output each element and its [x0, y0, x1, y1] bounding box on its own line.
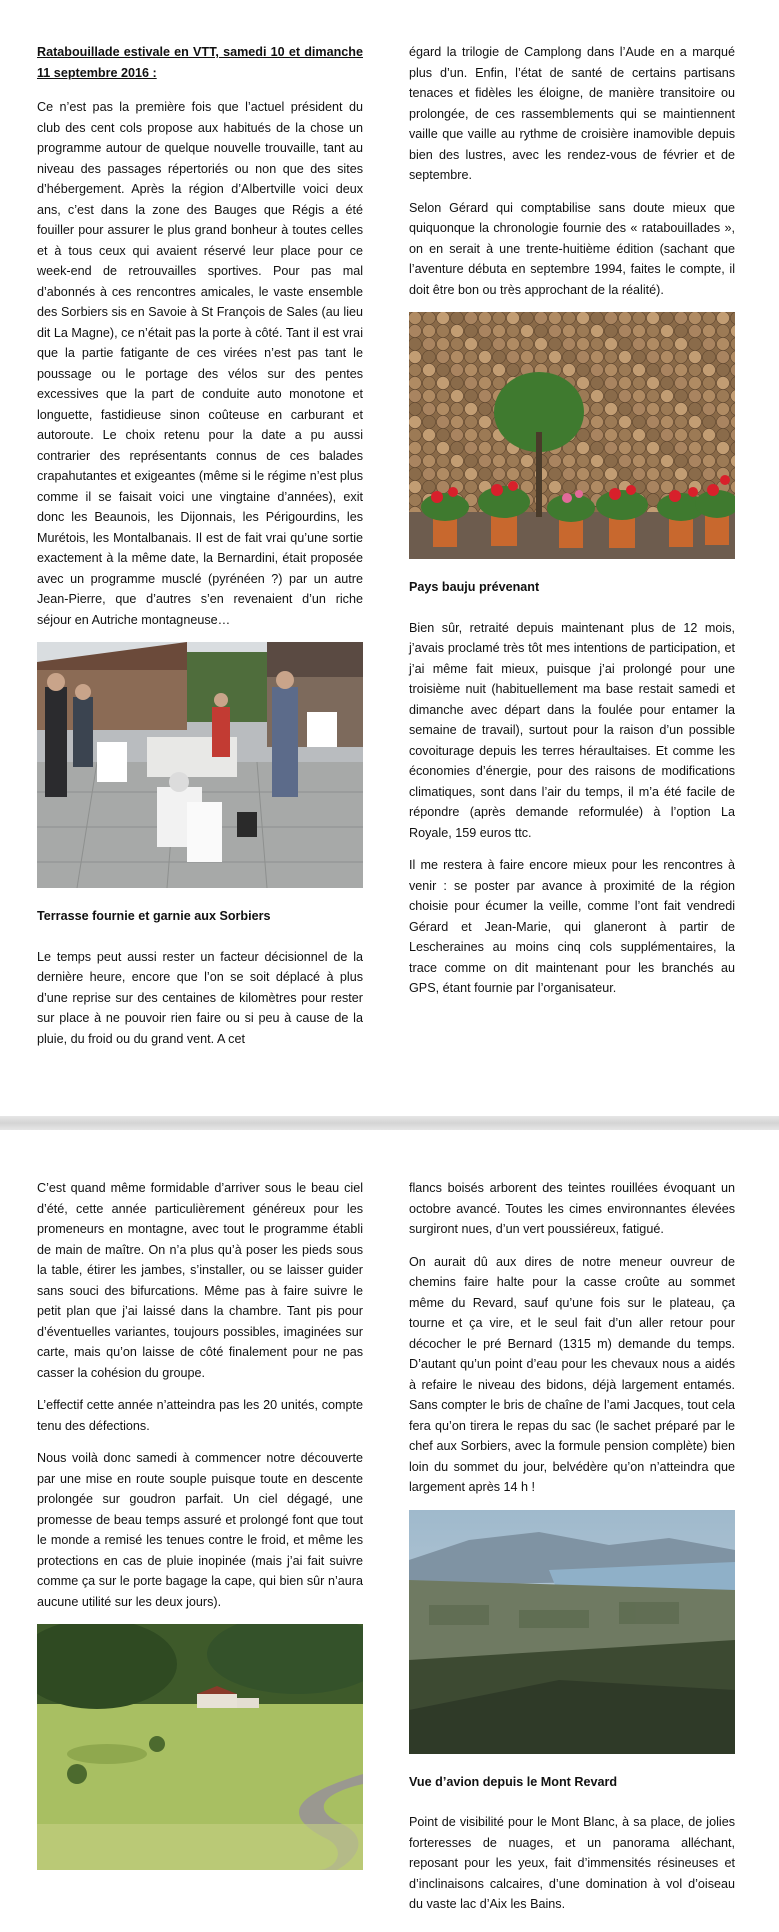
paragraph: On aurait dû aux dires de notre meneur ouvreur de chemins faire halte pour la casse croûte au sommet même du Revard, sauf qu’une fois sur le plateau, ça tourne et ça vire, et le seul fait d’un aller retour pour décocher le pré Bernard (1315 m) demande du temps. D’autant qu’un point d’eau pour les chevaux nous a aidés à refaire le niveau des bidons, déjà largement entamés. Sans compter le bris de chaîne de l’ami Jacques, tout cela fera qu’on tirera le repas du sac (le sachet préparé par le chef aux Sorbiers, avec la formule pension complète) bien loin du sommet du jour, belvédère qu’on n’atteindra que largement après 14 h !	[409, 1254, 735, 1494]
page2-right-column	[409, 1178, 735, 1927]
paragraph: L’effectif cette année n’atteindra pas les 20 unités, compte tenu des défections.	[37, 1398, 363, 1433]
paragraph: Le temps peut aussi rester un facteur décisionnel de la dernière heure, encore que l’on se soit déplacé à plus d’une reprise sur des centaines de kilomètres pour rester sur place à ne pouvoir rien faire ou si peu à cause de la pluie, du froid ou du grand vent. A cet	[37, 949, 363, 1046]
article-heading: Ratabouillade estivale en VTT, samedi 10 et dimanche 11 septembre 2016 :	[37, 45, 363, 80]
woodpile-flowers-image	[409, 312, 735, 559]
page-separator	[0, 1116, 779, 1130]
paragraph: Ce n’est pas la première fois que l’actuel président du club des cent cols propose aux habitués de la chose un programme autour de quelque nouvelle trouvaille, tant au niveau des passages répertoriés ou non que des sites d’hébergement. Après la région d’Albertville voici deux ans, c’est dans la zone des Bauges que Régis a été fouiller pour assurer le plus grand bonheur à toutes celles et à tous ceux qui avaient réservé leur place pour ce week-end de retrouvailles sportives. Pour pas mal d’abonnés à ces rencontres amicales, le vaste ensemble des Sorbiers sis en Savoie à St François de Sales (au lieu dit La Magne), ce n’était pas la porte à côté. Tant il est vrai que la partie fatigante de ces virées n’est pas tant le poussage ou le portage des vélos sur des pentes excessives que la part de conduite auto monotone et longuette, fastidieuse sinon coûteuse en carburant et autoroute. Le choix retenu pour la date a pu aussi contrarier des représentants connus de ces balades crapahutantes et exigeantes (même si le régime n’est plus comme il se faisait voici une vingtaine d’années), exit donc les Beaunois, les Dijonnais, les Périgourdins, les Murétois, les Montalbanais. Il est de fait vrai qu’une sortie exactement à la même date, la Bernardini, était proposée avec un programme musclé (pyrénéen ?) par un autre Jean-Pierre, que d’autres s’en revenaient d’un riche séjour en Autriche montagneuse…	[37, 100, 363, 627]
page2-left-column	[37, 1178, 363, 1870]
terrace-photo	[37, 642, 363, 888]
page1-right-column	[409, 42, 735, 1011]
paragraph: égard la trilogie de Camplong dans l’Aude en a marqué plus d’un. Enfin, l’état de santé de certains partisans tenaces et fidèles les éloigne, de manière transitoire ou prolongée, de ces rassemblements qui se maintiennent vaille que vaille au rythme de croisière inamovible depuis bien des lustres, avec les rendez-vous de février et de septembre.	[409, 45, 735, 182]
mont-revard-view-image	[409, 1510, 735, 1754]
mont-revard-view-photo	[409, 1510, 735, 1754]
paragraph: C’est quand même formidable d’arriver sous le beau ciel d’été, cette année particulièrement généreux pour les promeneurs en montagne, avec tout le programme établi de main de maître. On n’a plus qu’à poser les pieds sous la table, étirer les jambes, s’installer, ou se laisser guider sans souci des bifurcations. Même pas à faire suivre le petit plan que j’ai laissé dans la chambre. Tant pis pour d’éventuelles variantes, toujours possibles, imaginées sur carte, mais qu’on laisse de côté finalement pour ne pas casser la cohésion du groupe.	[37, 1181, 363, 1380]
paragraph: Selon Gérard qui comptabilise sans doute mieux que quiquonque la chronologie fournie des « ratabouillades », on en serait à une trente-huitième édition (sachant que l’aventure débuta en septembre 1994, faites le compte, il doit être bon ou très approchant de la réalité).	[409, 200, 735, 297]
woodpile-flowers-photo	[409, 312, 735, 559]
paragraph: Bien sûr, retraité depuis maintenant plus de 12 mois, j’avais proclamé très tôt mes intentions de participation, et j’ai même fait mieux, puisque j’ai prolongé pour une troisième nuit (habituellement ma base restait samedi et dimanche avec départ dans la foulée pour entamer la semaine de travail), surtout pour la raison d’un possible covoiturage depuis les terres héraultaises. Et comme les économies d’énergie, pour des raisons de modifications climatiques, sont dans l’air du temps, il m’a été facile de répondre (après demande reformulée) à l’option La Royale, 159 euros ttc.	[409, 620, 735, 840]
meadow-road-photo	[37, 1624, 363, 1870]
page1-left-column	[37, 42, 363, 1061]
photo-caption: Vue d’avion depuis le Mont Revard	[409, 1774, 618, 1789]
paragraph: flancs boisés arborent des teintes rouillées évoquant un octobre avancé. Toutes les cimes environnantes élevées surgiront nues, d’un vert poussiéreux, fatigué.	[409, 1181, 735, 1236]
meadow-road-image	[37, 1624, 363, 1870]
paragraph: Point de visibilité pour le Mont Blanc, à sa place, de jolies forteresses de nuages, et un panorama alléchant, reposant pour les yeux, fait d’immensités résineuses et d’inclinaisons calcaires, d’une domination à vol d’oiseau du vaste lac d’Aix les Bains.	[409, 1815, 735, 1911]
terrace-photo-image	[37, 642, 363, 888]
photo-caption: Terrasse fournie et garnie aux Sorbiers	[37, 909, 271, 923]
paragraph: Il me restera à faire encore mieux pour les rencontres à venir : se poster par avance à proximité de la région choisie pour écumer la veille, comme l’ont fait vendredi Gérard et Jean-Marie, qui glaneront à partir de Lescheraines au moins cinq cols supplémentaires, la trace comme on dit maintenant pour les branchés au GPS, étant fournie par l’organisateur.	[409, 858, 735, 995]
paragraph: Nous voilà donc samedi à commencer notre découverte par une mise en route souple puisque toute en descente prolongée sur goudron parfait. Un ciel dégagé, une promesse de beau temps assuré et prolongé font que tout le monde a remisé les tenues contre le froid, et même les protections en cas de pluie inopinée (mais j’ai fait suivre comme ça sur le porte bagage la cape, qui bien sûr n’aura aucune utilité sur les deux jours).	[37, 1451, 363, 1609]
photo-caption: Pays bauju prévenant	[409, 580, 540, 594]
